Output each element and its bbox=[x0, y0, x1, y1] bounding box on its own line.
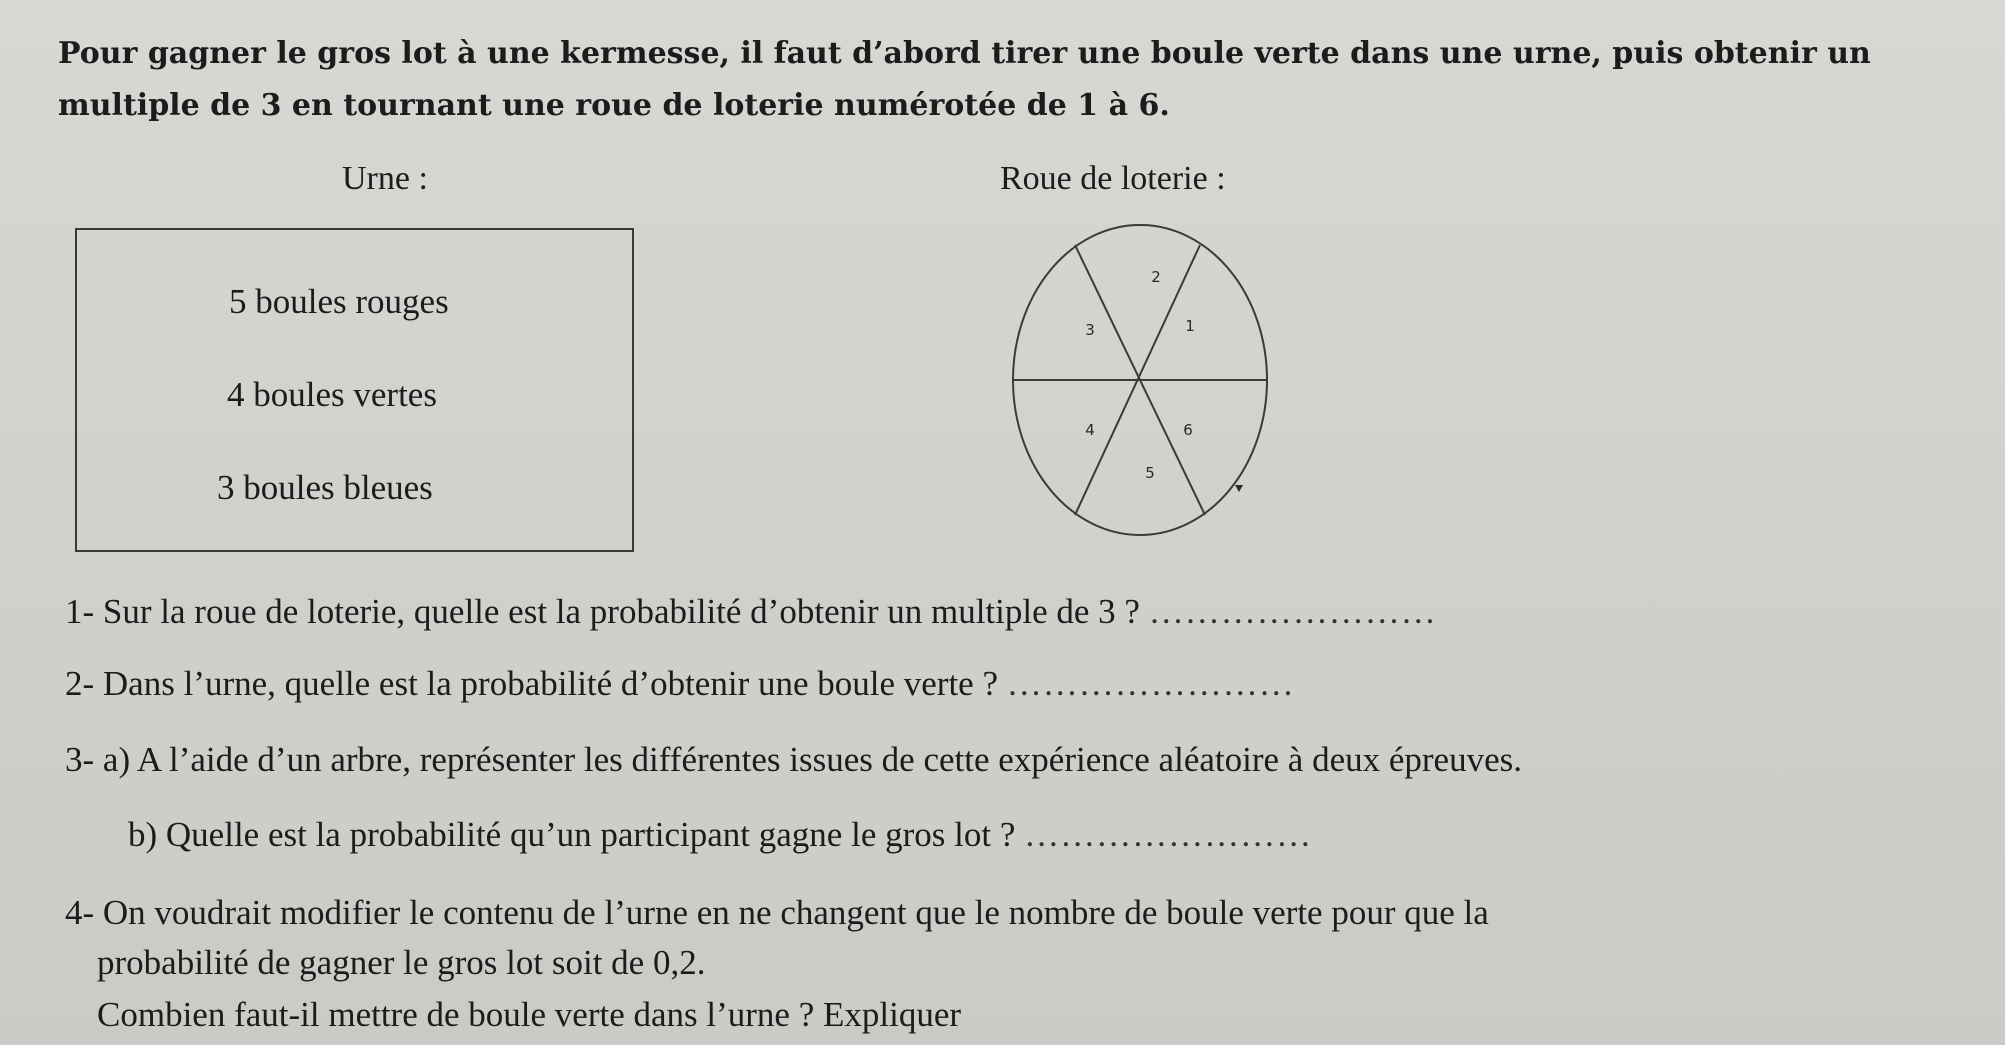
wheel-number-4: 4 bbox=[1085, 421, 1095, 439]
wheel-number-6: 6 bbox=[1183, 421, 1193, 439]
question-1 bbox=[65, 592, 1437, 632]
wheel-number-1: 1 bbox=[1185, 317, 1195, 335]
answer-blank-3b[interactable]: …………………… bbox=[1024, 815, 1313, 854]
wheel-label: Roue de loterie : bbox=[1000, 160, 1226, 197]
urn-line-blue: 3 boules bleues bbox=[217, 468, 433, 507]
question-1-text: 1- Sur la roue de loterie, quelle est la probabilité d’obtenir un multiple de 3 ? bbox=[65, 592, 1140, 631]
question-4-line-1: 4- On voudrait modifier le contenu de l’urne en ne changent que le nombre de boule verte pour que la bbox=[65, 893, 1489, 932]
wheel-number-3: 3 bbox=[1085, 321, 1095, 339]
wheel-number-5: 5 bbox=[1145, 464, 1155, 482]
answer-blank-2[interactable]: …………………… bbox=[1006, 664, 1295, 703]
intro-text: Pour gagner le gros lot à une kermesse, il faut d’abord tirer une boule verte dans une urne, puis obtenir un multiple de 3 en tournant une roue de loterie numérotée de 1 à 6. bbox=[58, 36, 1871, 123]
question-2 bbox=[65, 664, 1295, 704]
urn-line-red: 5 boules rouges bbox=[229, 282, 449, 321]
question-3a: 3- a) A l’aide d’un arbre, représenter les différentes issues de cette expérience aléatoire à deux épreuves. bbox=[65, 740, 1522, 779]
answer-blank-1[interactable]: …………………… bbox=[1148, 592, 1437, 631]
question-3b-text: b) Quelle est la probabilité qu’un participant gagne le gros lot ? bbox=[128, 815, 1016, 854]
urn-label: Urne : bbox=[342, 160, 428, 197]
question-3b bbox=[128, 815, 1312, 855]
question-4-line-2: probabilité de gagner le gros lot soit de 0,2. bbox=[97, 943, 706, 982]
wheel-number-2: 2 bbox=[1151, 268, 1161, 286]
wheel-pointer-icon bbox=[1235, 485, 1243, 492]
urn-line-green: 4 boules vertes bbox=[227, 375, 437, 414]
urn-box bbox=[75, 228, 634, 552]
question-2-text: 2- Dans l’urne, quelle est la probabilité d’obtenir une boule verte ? bbox=[65, 664, 999, 703]
question-4-line-3: Combien faut-il mettre de boule verte dans l’urne ? Expliquer bbox=[97, 995, 962, 1034]
lottery-wheel bbox=[990, 215, 1290, 555]
